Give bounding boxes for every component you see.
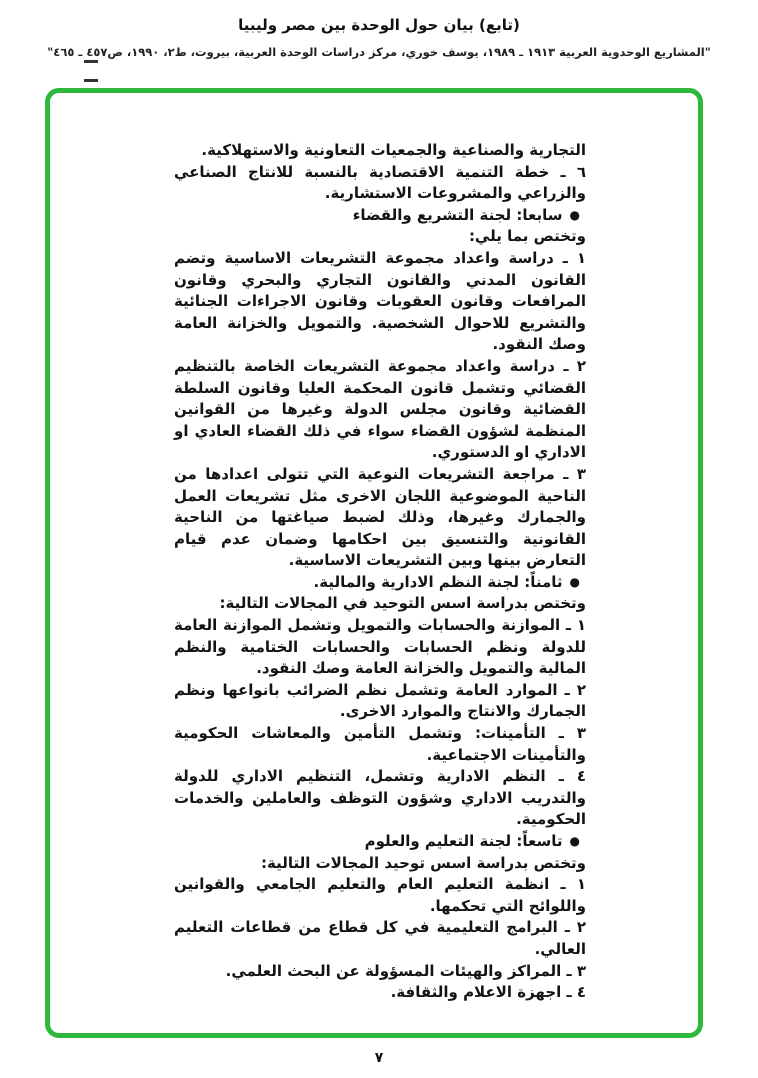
source-citation: "المشاريع الوحدوية العربية ١٩١٣ ـ ١٩٨٩، يوسف خوري، مركز دراسات الوحدة العربية، بيروت، ط٢، ١٩٩٠، ص٤٥٧ ـ ٤٦٥" [47, 45, 711, 59]
bullet-icon: ● [569, 207, 580, 222]
bullet-icon: ● [569, 834, 580, 848]
scan-artifact [84, 60, 98, 82]
section-heading: ●تاسعاً: لجنة التعليم والعلوم [364, 832, 580, 850]
bullet-icon: ● [569, 574, 580, 589]
section-heading: ●سابعا: لجنة التشريع والقضاء [352, 205, 580, 224]
body-paragraph: وتختص بما يلي: [468, 227, 586, 246]
body-paragraph: ٣ ـ مراجعة التشريعات النوعية التي تتولى اعدادها من الناحية الموضوعية اللجان الاخرى مثل تشريعات العمل والجمارك وغيرها، وذلك لضبط صياغتها من الناحية القانونية والتنسيق بين احكامها وضمان عدم قيام التعارض بينها وبين التشريعات الاساسية. [174, 464, 586, 570]
body-paragraph: وتختص بدراسة اسس توحيد المجالات التالية: [260, 853, 586, 872]
body-paragraph: ٤ ـ النظم الادارية وتشمل، التنظيم الاداري للدولة والتدريب الاداري وشؤون التوظف والعاملين والخدمات الحكومية. [174, 767, 586, 829]
body-paragraph: ٢ ـ الموارد العامة وتشمل نظم الضرائب بانواعها ونظم الجمارك والانتاج والموارد الاخرى. [174, 680, 586, 721]
body-paragraph: ١ ـ دراسة واعداد مجموعة التشريعات الاساسية وتضم القانون المدني والقانون التجاري والبحري وقانون المرافعات وقانون العقوبات وقانون الاجراءات الجنائية والتشريع للاحوال الشخصية. والتمويل والخزانة العامة وصك النقود. [174, 248, 586, 354]
page-number: ٧ [374, 1050, 384, 1066]
document-title: (تابع) بيان حول الوحدة بين مصر وليبيا [238, 16, 520, 34]
page-header [0, 16, 758, 59]
body-paragraph: ٦ ـ خطة التنمية الاقتصادية بالنسبة للانتاج الصناعي والزراعي والمشروعات الاستشارية. [174, 162, 586, 203]
body-paragraph: وتختص بدراسة اسس التوحيد في المجالات التالية: [219, 594, 586, 613]
document-body [174, 140, 586, 1004]
body-paragraph: ٢ ـ دراسة واعداد مجموعة التشريعات الخاصة بالتنظيم القضائي وتشمل قانون المحكمة العليا وقانون السلطة القضائية وقانون مجلس الدولة وغيرها من القوانين المنظمة لشؤون القضاء سواء في ذلك القضاء العادي او الاداري او الدستوري. [174, 356, 586, 462]
body-paragraph: التجارية والصناعية والجمعيات التعاونية والاستهلاكية. [201, 141, 586, 159]
body-paragraph: ١ ـ الموازنة والحسابات والتمويل وتشمل الموازنة العامة للدولة ونظم الحسابات والحسابات الختامية والنظم المالية والتمويل والخزانة العامة وصك النقود. [174, 616, 586, 678]
body-paragraph: ٤ ـ اجهزة الاعلام والثقافة. [390, 983, 586, 1002]
body-paragraph: ٢ ـ البرامج التعليمية في كل قطاع من قطاعات التعليم العالي. [174, 918, 586, 958]
body-paragraph: ٣ ـ المراكز والهيئات المسؤولة عن البحث العلمي. [225, 961, 586, 980]
body-paragraph: ٣ ـ التأمينات: وتشمل التأمين والمعاشات الحكومية والتأمينات الاجتماعية. [174, 724, 586, 764]
section-heading: ●ثامناً: لجنة النظم الادارية والمالية. [313, 572, 580, 591]
body-paragraph: ١ ـ انظمة التعليم العام والتعليم الجامعي والقوانين واللوائح التي تحكمها. [174, 875, 586, 915]
